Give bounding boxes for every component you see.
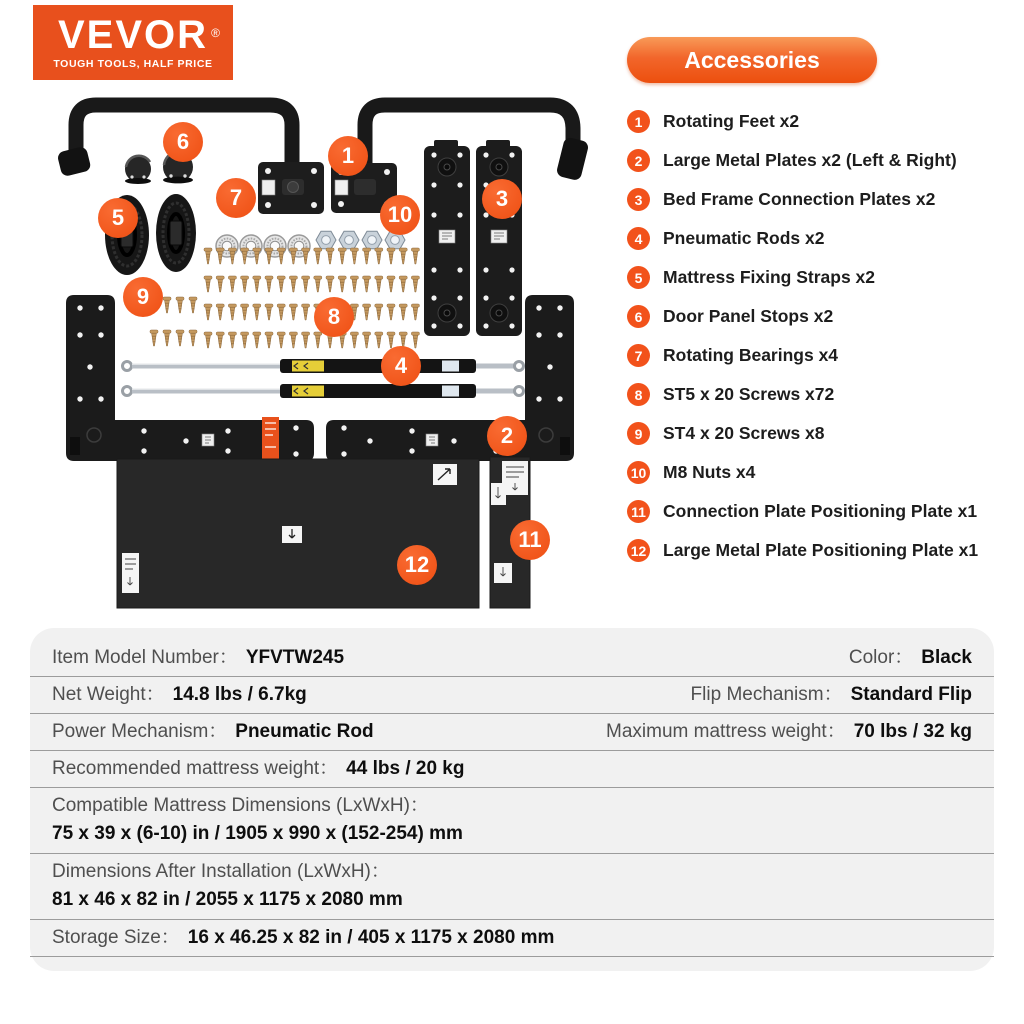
- spec-table: [30, 628, 994, 971]
- item-number-badge: 7: [627, 344, 650, 367]
- diagram-badge-5: 5: [98, 198, 138, 238]
- item-number-badge: 3: [627, 188, 650, 211]
- diagram-badge-4: 4: [381, 346, 421, 386]
- item-label: Door Panel Stops x2: [663, 306, 834, 326]
- spec-label: Compatible Mattress Dimensions (LxWxH)：: [52, 795, 429, 816]
- list-item: [627, 382, 1009, 407]
- spec-label: Flip Mechanism：: [690, 684, 843, 705]
- list-item: [627, 187, 1009, 212]
- spec-label: Dimensions After Installation (LxWxH)：: [52, 861, 390, 882]
- item-label: Large Metal Plates x2 (Left & Right): [663, 150, 957, 170]
- accessories-header-label: Accessories: [684, 46, 820, 73]
- spec-label: Power Mechanism：: [52, 721, 228, 742]
- item-label: ST4 x 20 Screws x8: [663, 423, 825, 443]
- part-large-positioning-plate: [117, 459, 479, 608]
- table-row spec-recommended-weight: [30, 751, 994, 788]
- item-label: Connection Plate Positioning Plate x1: [663, 501, 978, 521]
- item-number-badge: 10: [627, 461, 650, 484]
- table-row: [30, 714, 994, 751]
- spec-value: 75 x 39 x (6-10) in / 1905 x 990 x (152-254) mm: [52, 823, 463, 844]
- spec-value: 14.8 lbs / 6.7kg: [172, 684, 307, 705]
- item-number-badge: 4: [627, 227, 650, 250]
- list-item: [627, 499, 1009, 524]
- item-number-badge: 5: [627, 266, 650, 289]
- item-label: Pneumatic Rods x2: [663, 228, 825, 248]
- list-item: [627, 304, 1009, 329]
- table-row spec-storage-size: [30, 920, 994, 957]
- diagram-badge-6: 6: [163, 122, 203, 162]
- list-item: [627, 265, 1009, 290]
- spec-net-weight: [52, 682, 307, 708]
- item-number-badge: 9: [627, 422, 650, 445]
- table-row spec-installed-dimensions: [30, 854, 994, 920]
- diagram-badge-10: 10: [380, 195, 420, 235]
- item-number-badge: 2: [627, 149, 650, 172]
- spec-label: Storage Size：: [52, 927, 180, 948]
- table-row spec-compatible-dimensions: [30, 788, 994, 854]
- registered-mark-icon: ®: [211, 26, 223, 40]
- part-m8-nuts: [316, 231, 405, 248]
- item-label: Rotating Bearings x4: [663, 345, 839, 365]
- item-label: Rotating Feet x2: [663, 111, 800, 131]
- item-number-badge: 8: [627, 383, 650, 406]
- spec-value: 81 x 46 x 82 in / 2055 x 1175 x 2080 mm: [52, 889, 403, 910]
- spec-value: Standard Flip: [850, 684, 972, 705]
- item-number-badge: 12: [627, 539, 650, 562]
- diagram-badge-1: 1: [328, 136, 368, 176]
- logo-text: VEVOR: [57, 13, 209, 57]
- spec-value: YFVTW245: [245, 647, 345, 668]
- spec-label: Maximum mattress weight：: [606, 721, 846, 742]
- list-item: [627, 109, 1009, 134]
- diagram-badge-12: 12: [397, 545, 437, 585]
- item-label: Mattress Fixing Straps x2: [663, 267, 876, 287]
- spec-max-mattress-weight: [606, 719, 972, 745]
- diagram-badge-2: 2: [487, 416, 527, 456]
- item-number-badge: 6: [627, 305, 650, 328]
- diagram-badge-8: 8: [314, 297, 354, 337]
- spec-color: [849, 645, 972, 671]
- accessories-list: [627, 109, 1009, 577]
- item-label: M8 Nuts x4: [663, 462, 756, 482]
- spec-value: 16 x 46.25 x 82 in / 405 x 1175 x 2080 mm: [187, 927, 555, 948]
- part-connection-plates: [424, 140, 522, 336]
- diagram-badge-7: 7: [216, 178, 256, 218]
- item-number-badge: 11: [627, 500, 650, 523]
- logo-tagline: TOUGH TOOLS, HALF PRICE: [53, 58, 213, 70]
- part-pneumatic-rods: [123, 359, 524, 398]
- diagram-badge-11: 11: [510, 520, 550, 560]
- spec-power-mechanism: [52, 719, 374, 745]
- spec-item-model: [52, 645, 344, 671]
- table-row: [30, 677, 994, 714]
- item-label: ST5 x 20 Screws x72: [663, 384, 835, 404]
- item-label: Large Metal Plate Positioning Plate x1: [663, 540, 979, 560]
- spec-value: 44 lbs / 20 kg: [346, 758, 465, 779]
- part-rotating-bearings: [216, 235, 310, 257]
- spec-value: Pneumatic Rod: [235, 721, 374, 742]
- spec-value: 70 lbs / 32 kg: [853, 721, 972, 742]
- accessories-header-pill: [627, 37, 877, 83]
- spec-label: Recommended mattress weight：: [52, 758, 339, 779]
- diagram-badge-9: 9: [123, 277, 163, 317]
- vevor-logo: [33, 5, 233, 80]
- diagram-badge-3: 3: [482, 179, 522, 219]
- spec-label: Color：: [848, 647, 914, 668]
- list-item: [627, 226, 1009, 251]
- list-item: [627, 148, 1009, 173]
- parts-diagram: [30, 85, 600, 615]
- spec-flip-mechanism: [691, 682, 972, 708]
- table-row: [30, 640, 994, 677]
- list-item: [627, 421, 1009, 446]
- spec-label: Net Weight：: [52, 684, 165, 705]
- spec-label: Item Model Number：: [52, 647, 238, 668]
- logo-wordmark: [57, 13, 223, 57]
- list-item: [627, 460, 1009, 485]
- item-label: Bed Frame Connection Plates x2: [663, 189, 936, 209]
- list-item: [627, 538, 1009, 563]
- spec-value: Black: [921, 647, 972, 668]
- part-st5-screws: [204, 248, 419, 348]
- list-item: [627, 343, 1009, 368]
- item-number-badge: 1: [627, 110, 650, 133]
